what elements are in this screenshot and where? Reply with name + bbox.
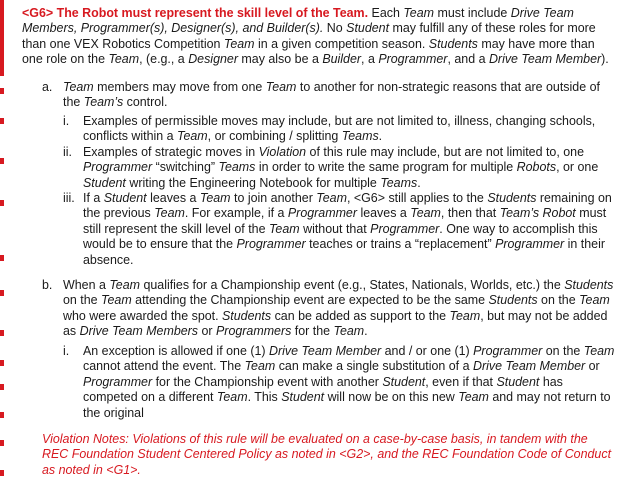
item-a-ii-text: Examples of strategic moves in Violation of this rule may include, but are not limited to, one Programmer “switching” Teams in order to write the same program for multiple Robots, or one Student writing the Engineering Notebook for multiple Teams.	[83, 145, 599, 190]
item-b-i-text: An exception is allowed if one (1) Drive Team Member and / or one (1) Programmer on the Team cannot attend the event. The Team can make a single substitution of a Drive Team Member or Programmer for the Championship event with another Student, even if that Student has competed on a different Team. This Student will now be on this new Team and may not return to the original	[83, 344, 615, 420]
left-margin-marker	[0, 440, 4, 446]
left-margin-marker	[0, 200, 4, 206]
left-margin-marker	[0, 384, 4, 390]
item-a-iii-label: iii.	[63, 191, 75, 205]
left-margin-marker	[0, 0, 4, 76]
left-margin-marker	[0, 330, 4, 336]
item-a-i-label: i.	[63, 114, 70, 128]
item-a-label: a.	[42, 80, 53, 94]
left-margin-marker	[0, 255, 4, 261]
item-b-label: b.	[42, 278, 53, 292]
left-margin-marker	[0, 290, 4, 296]
rule-code: <G6>	[22, 6, 54, 20]
item-a-text: Team members may move from one Team to another for non-strategic reasons that are outside of the Team’s control.	[63, 80, 600, 110]
item-b-i-label: i.	[63, 344, 70, 358]
item-a-iii-text: If a Student leaves a Team to join another Team, <G6> still applies to the Students remaining on the previous Team. For example, if a Programmer leaves a Team, then that Team’s Robot must still represent the skill level of the Team without that Programmer. One way to accomplish this would be to ensure that the Programmer teaches or trains a “replacement” Programmer in their absence.	[83, 191, 612, 267]
left-margin-marker	[0, 470, 4, 476]
rule-title: The Robot must represent the skill level of the Team.	[56, 6, 369, 20]
violation-note: Violation Notes: Violations of this rule will be evaluated on a case-by-case basis, in tandem with the REC Foundation Student Centered Policy as noted in <G2>, and the REC Foundation Code of Conduct as noted in <G1>.	[42, 432, 612, 477]
item-a-i-text: Examples of permissible moves may include, but are not limited to, illness, changing schools, conflicts within a Team, or combining / splitting Teams.	[83, 114, 596, 144]
left-margin-marker	[0, 158, 4, 164]
item-b-text: When a Team qualifies for a Championship event (e.g., States, Nationals, Worlds, etc.) the Students on the Team attending the Championship event are expected to be the same Students on the Team who were awarded the spot. Students can be added as support to the Team, but may not be added as Drive Team Members or Programmers for the Team.	[63, 278, 614, 339]
left-margin-marker	[0, 118, 4, 124]
left-margin-marker	[0, 88, 4, 94]
left-margin-marker	[0, 360, 4, 366]
rule-intro: <G6> The Robot must represent the skill level of the Team. Each Team must include Drive Team Members, Programmer(s), Designer(s), and Builder(s). No Student may fulfill any of these roles for more than one VEX Robotics Competition Team in a given competition season. Students may have more than one role on the Team, (e.g., a Designer may also be a Builder, a Programmer, and a Drive Team Member).	[22, 6, 609, 67]
item-a-ii-label: ii.	[63, 145, 72, 159]
left-margin-marker	[0, 412, 4, 418]
